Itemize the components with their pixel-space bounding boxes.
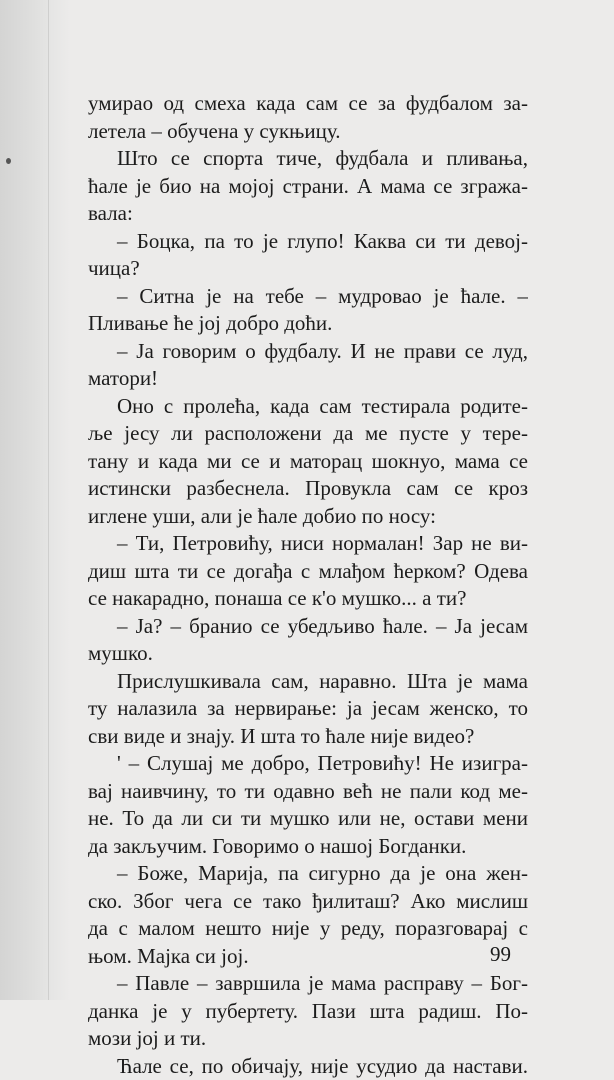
text-line: тану и када ми се и маторац шокнуо, мама се xyxy=(88,448,528,476)
text-line: – Боже, Марија, па сигурно да је она жен- xyxy=(88,860,528,888)
text-line: ' – Слушај ме добро, Петровићу! Не изигра- xyxy=(88,750,528,778)
text-line: умирао од смеха када сам се за фудбалом за- xyxy=(88,90,528,118)
text-line: сви виде и знају. И шта то ћале није видео? xyxy=(88,723,528,751)
text-line: да закључим. Говоримо о нашој Богданки. xyxy=(88,833,528,861)
text-line: – Боцка, па то је глупо! Каква си ти девој- xyxy=(88,228,528,256)
text-line: да с малом нешто није у реду, поразговарај с xyxy=(88,915,528,943)
text-line: мози јој и ти. xyxy=(88,1025,528,1053)
text-line: данка је у пубертету. Пази шта радиш. По- xyxy=(88,998,528,1026)
book-gutter-line xyxy=(48,0,49,1000)
page-text-block xyxy=(88,90,528,1080)
text-line: летела – обучена у сукњицу. xyxy=(88,118,528,146)
text-line: Ћале се, по обичају, није усудио да настави. xyxy=(88,1053,528,1080)
text-line: ље јесу ли расположени да ме пусте у тере- xyxy=(88,420,528,448)
text-line: – Ја говорим о фудбалу. И не прави се луд, xyxy=(88,338,528,366)
text-line: Оно с пролећа, када сам тестирала родите- xyxy=(88,393,528,421)
text-line: ско. Због чега се тако ђилиташ? Ако мислиш xyxy=(88,888,528,916)
text-line: ћале је био на мојој страни. А мама се згража- xyxy=(88,173,528,201)
text-line: вала: xyxy=(88,200,528,228)
text-line: Пливање ће јој добро доћи. xyxy=(88,310,528,338)
text-line: се накарадно, понаша се к'о мушко... а ти? xyxy=(88,585,528,613)
text-line: – Ситна је на тебе – мудровао је ћале. – xyxy=(88,283,528,311)
text-line: матори! xyxy=(88,365,528,393)
text-line: истински разбеснела. Провукла сам се кроз xyxy=(88,475,528,503)
page-number: 99 xyxy=(490,940,511,968)
paper-speck xyxy=(6,158,11,164)
text-line: не. То да ли си ти мушко или не, остави мени xyxy=(88,805,528,833)
text-line: чица? xyxy=(88,255,528,283)
text-line: – Павле – завршила је мама расправу – Бог- xyxy=(88,970,528,998)
text-line: Прислушкивала сам, наравно. Шта је мама xyxy=(88,668,528,696)
text-line: ту налазила за нервирање: ја јесам женско, то xyxy=(88,695,528,723)
text-line: – Ти, Петровићу, ниси нормалан! Зар не ви- xyxy=(88,530,528,558)
text-line: иглене уши, али је ћале добио по носу: xyxy=(88,503,528,531)
text-line: вај наивчину, то ти одавно већ не пали код ме- xyxy=(88,778,528,806)
text-line: Што се спорта тиче, фудбала и пливања, xyxy=(88,145,528,173)
text-line: њом. Мајка си јој. xyxy=(88,943,528,971)
book-spine-shadow xyxy=(0,0,70,1000)
text-line: – Ја? – бранио се убедљиво ћале. – Ја јесам xyxy=(88,613,528,641)
text-line: диш шта ти се догађа с млађом ћерком? Одева xyxy=(88,558,528,586)
text-line: мушко. xyxy=(88,640,528,668)
